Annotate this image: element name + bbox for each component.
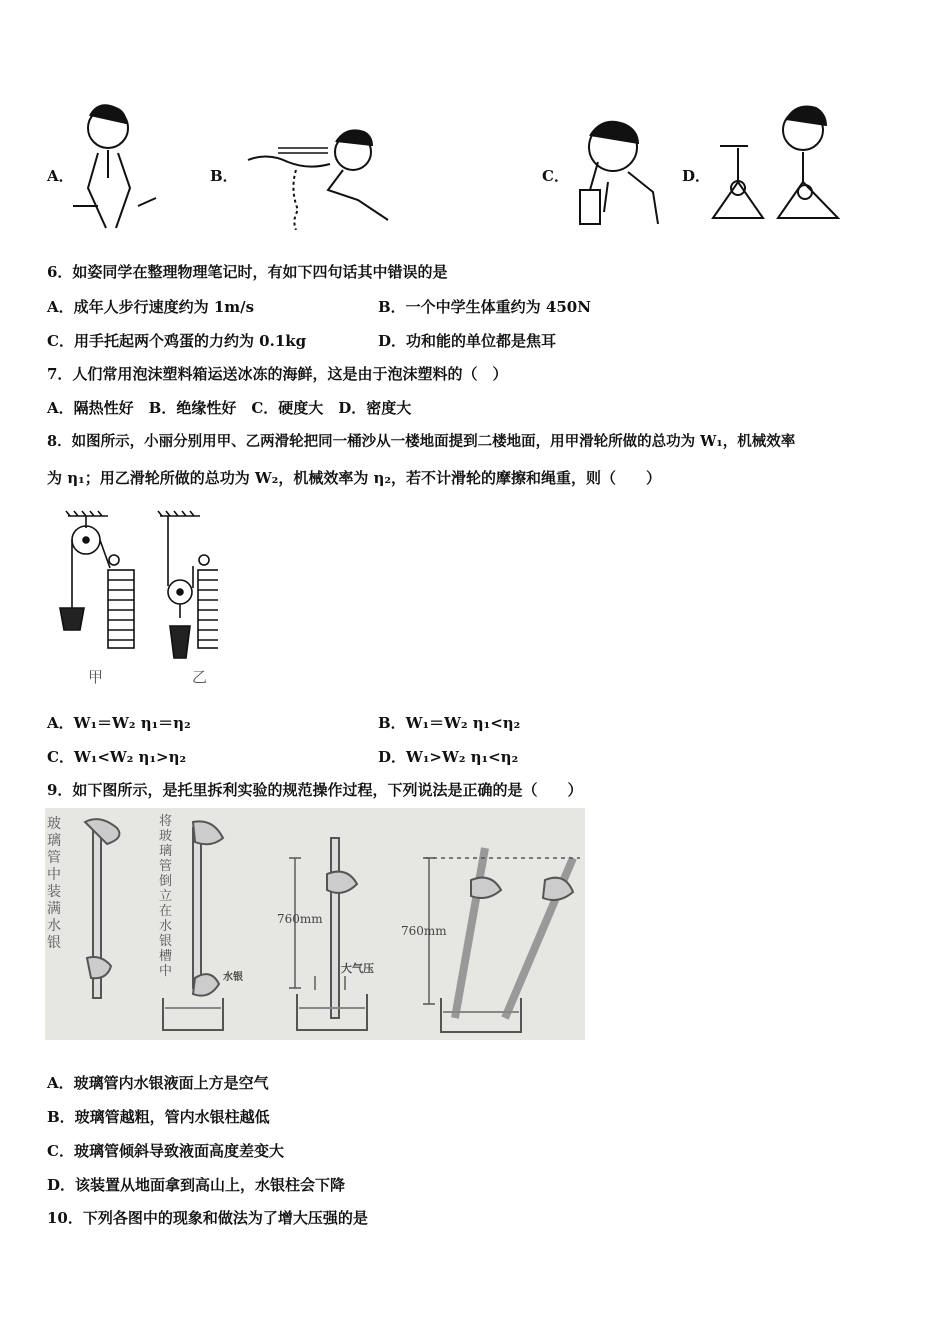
q5-figure-a-boy-blowing-paper [68,98,158,233]
question-6-option-d: D．功和能的单位都是焦耳 [378,332,557,350]
photo-label-760mm-tilted: 760mm [401,924,447,938]
torricelli-experiment-photo [45,808,585,1040]
question-6-stem: 6．如姿同学在整理物理笔记时，有如下四句话其中错误的是 [47,263,448,281]
question-6-option-c: C．用手托起两个鸡蛋的力约为 0.1kg [47,332,307,350]
photo-label-mercury: 水银 [223,972,243,983]
question-9-stem: 9．如下图所示，是托里拆利实验的规范操作过程，下列说法是正确的是（ ） [47,781,583,799]
question-6-option-b: B．一个中学生体重约为 450N [378,298,591,316]
question-6-option-a: A．成年人步行速度约为 1m/s [47,298,255,316]
question-8-option-b: B．W₁＝W₂ η₁<η₂ [378,714,521,732]
question-8-option-c: C．W₁<W₂ η₁>η₂ [47,748,187,766]
photo-caption-invert-tube: 将玻璃管倒立在水银槽中 [159,814,173,979]
q5-option-a-label: A． [47,167,74,185]
question-9-option-a: A．玻璃管内水银液面上方是空气 [47,1074,269,1092]
question-9-option-c: C．玻璃管倾斜导致液面高度差变大 [47,1142,284,1160]
question-8-stem-line2: 为 η₁；用乙滑轮所做的总功为 W₂，机械效率为 η₂，若不计滑轮的摩擦和绳重，则（ ） [47,469,662,487]
question-7-stem: 7．人们常用泡沫塑料箱运送冰冻的海鲜，这是由于泡沫塑料的（ ） [47,365,508,383]
question-9-option-d: D．该装置从地面拿到高山上，水银柱会下降 [47,1176,346,1194]
question-8-option-d: D．W₁>W₂ η₁<η₂ [378,748,519,766]
q5-option-d-label: D． [682,167,711,185]
question-10-stem: 10．下列各图中的现象和做法为了增大压强的是 [47,1209,368,1227]
q5-figure-c-boy-drinking-straw [568,112,663,230]
question-8-pulley-figure [48,508,218,688]
question-8-option-a: A．W₁＝W₂ η₁＝η₂ [47,714,191,732]
photo-label-atmospheric-pressure: 大气压 [341,962,374,975]
q5-option-b-label: B． [210,167,238,185]
q5-figure-b-boy-blowing-strip [238,120,400,230]
question-9-option-b: B．玻璃管越粗，管内水银柱越低 [47,1108,270,1126]
question-8-stem-line1: 8．如图所示，小丽分别用甲、乙两滑轮把同一桶沙从一楼地面提到二楼地面，用甲滑轮所做的总功为 W₁，机械效率 [47,433,796,450]
q5-option-c-label: C． [542,167,569,185]
question-8-figure-label-jia: 甲 [88,668,104,686]
photo-caption-fill-mercury: 玻璃管中装满水银 [47,816,61,951]
question-7-options: A．隔热性好 B．绝缘性好 C．硬度大 D．密度大 [47,399,412,417]
question-8-figure-label-yi: 乙 [192,668,208,686]
q5-figure-d-funnel-and-ball [708,100,853,228]
photo-label-760mm-vertical: 760mm [277,912,323,926]
